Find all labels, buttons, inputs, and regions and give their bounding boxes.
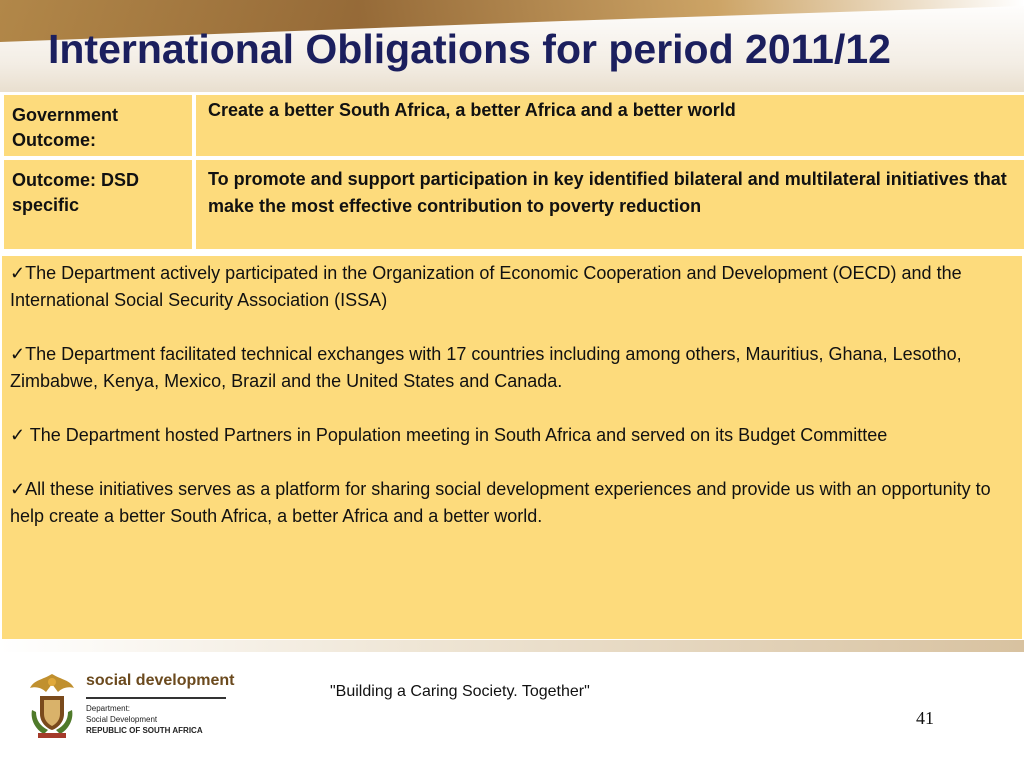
checkmark-icon: ✓ bbox=[10, 479, 26, 499]
slogan: "Building a Caring Society. Together" bbox=[330, 683, 590, 700]
logo-country: REPUBLIC OF SOUTH AFRICA bbox=[86, 726, 203, 735]
page-number: 41 bbox=[916, 708, 934, 728]
bullet-item bbox=[10, 260, 1014, 314]
logo-wordmark: social development bbox=[86, 672, 235, 689]
logo-department-label: Department: bbox=[86, 704, 131, 713]
checkmark-icon: ✓ bbox=[10, 344, 26, 364]
outcome-value: Create a better South Africa, a better Africa and a better world bbox=[208, 100, 736, 120]
logo-divider bbox=[86, 697, 226, 699]
bullet-text: The Department facilitated technical exchanges with 17 countries including among others, Mauritius, Ghana, Lesotho, Zimbabwe, Kenya, Mexico, Brazil and the United States and Canada. bbox=[10, 344, 962, 391]
footer bbox=[0, 652, 1024, 768]
outcome-value: To promote and support participation in key identified bilateral and multilateral initiatives that make the most effective contribution to poverty reduction bbox=[208, 169, 1007, 216]
coat-of-arms-icon bbox=[24, 670, 80, 740]
outcome-row-government bbox=[4, 95, 1024, 156]
bullet-item bbox=[10, 422, 1014, 449]
logo-department-name: Social Development bbox=[86, 715, 158, 724]
outcome-row-dsd bbox=[4, 160, 1024, 249]
footer-divider bbox=[0, 640, 1024, 652]
bullet-text: All these initiatives serves as a platform for sharing social development experiences and provide us with an opportunity to help create a better South Africa, a better Africa and a better world. bbox=[10, 479, 991, 526]
checkmark-icon: ✓ bbox=[10, 425, 26, 445]
checkmark-icon: ✓ bbox=[10, 263, 26, 283]
bullet-item bbox=[10, 476, 1014, 530]
bullet-item bbox=[10, 341, 1014, 395]
outcome-label: Government Outcome: bbox=[4, 95, 196, 156]
bullet-text: The Department actively participated in the Organization of Economic Cooperation and Development (OECD) and the International Social Security Association (ISSA) bbox=[10, 263, 962, 310]
achievements-panel bbox=[2, 256, 1022, 639]
page-title: International Obligations for period 2011/12 bbox=[48, 26, 891, 72]
outcome-label: Outcome: DSD specific bbox=[4, 160, 196, 249]
bullet-text: The Department hosted Partners in Population meeting in South Africa and served on its Budget Committee bbox=[25, 425, 888, 445]
